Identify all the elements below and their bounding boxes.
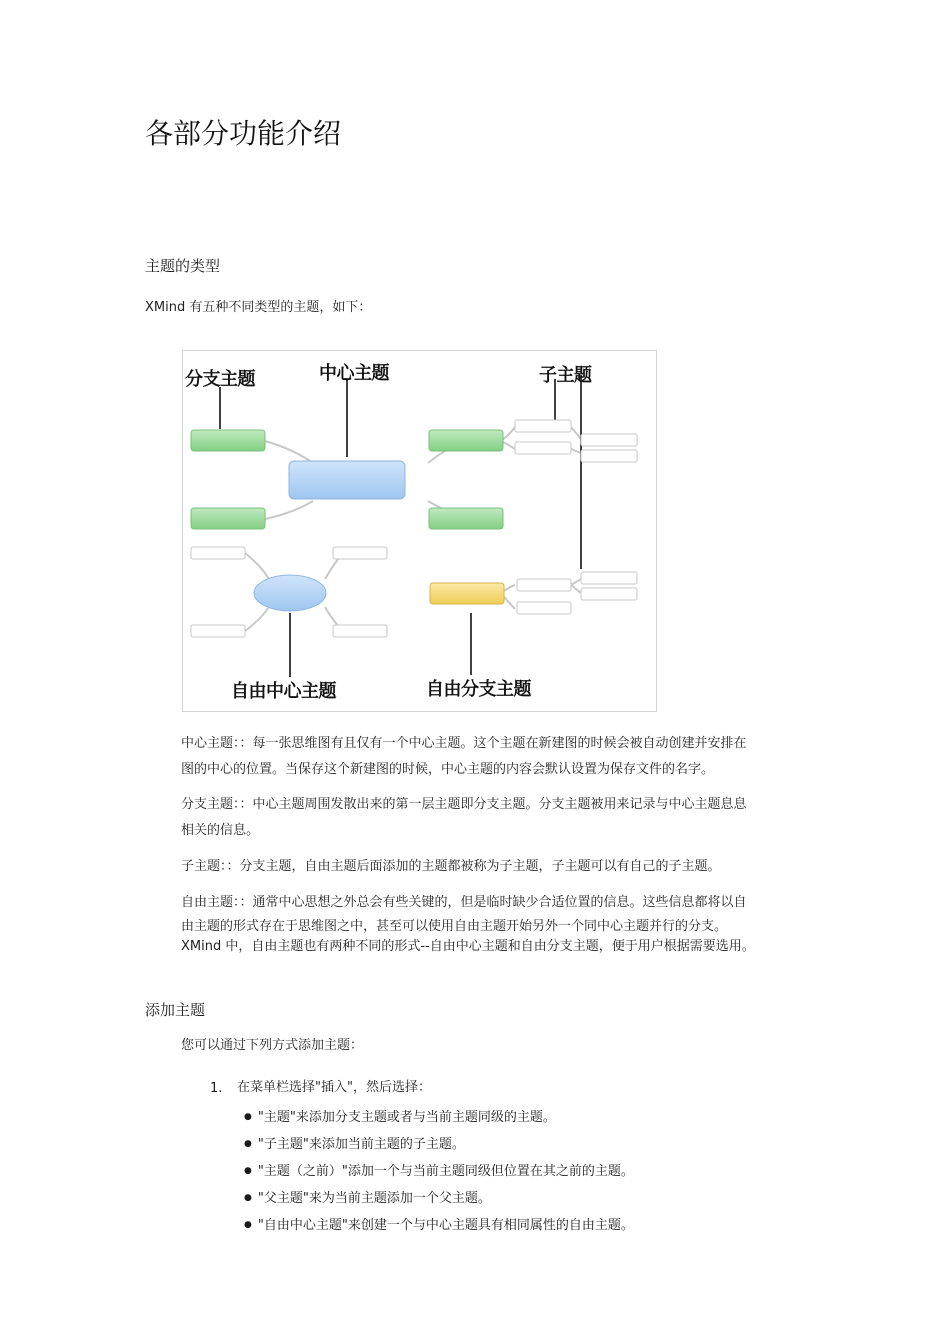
label-floating-central-topic: 自由中心主题	[231, 681, 336, 702]
desc-line: 分支主题：：中心主题周围发散出来的第一层主题即分支主题。分支主题被用来记录与中心主题息息	[181, 797, 747, 812]
main-topic-node	[191, 430, 265, 451]
main-topic-node	[191, 508, 265, 529]
subtopic-node	[333, 625, 387, 637]
desc-line: 中心主题：：每一张思维图有且仅有一个中心主题。这个主题在新建图的时候会被自动创建并安排在	[181, 736, 747, 751]
desc-subtopic	[181, 854, 721, 880]
step-1-text: 在菜单栏选择"插入"，然后选择：	[237, 1080, 431, 1095]
add-topic-intro: 您可以通过下列方式添加主题：	[181, 1038, 364, 1053]
label-branch-topic: 分支主题	[185, 369, 255, 390]
subtopic-node	[515, 420, 571, 432]
desc-branch-topic	[181, 792, 747, 844]
topic-types-diagram	[182, 350, 657, 712]
list-item: ● "自由中心主题"来创建一个与中心主题具有相同属性的自由主题。	[244, 1213, 634, 1240]
subtopic-node	[191, 625, 245, 637]
subtopic-node	[581, 588, 637, 600]
desc-line: XMind 中，自由主题也有两种不同的形式--自由中心主题和自由分支主题，便于用户根据需要选用。	[181, 939, 755, 954]
label-central-topic: 中心主题	[319, 363, 389, 384]
floating-central-topic-node	[254, 575, 326, 611]
section-heading-add-topic: 添加主题	[145, 1001, 206, 1019]
label-subtopic: 子主题	[539, 365, 592, 386]
subtopic-node	[515, 442, 571, 454]
desc-central-topic	[181, 731, 747, 783]
desc-floating-topic	[181, 891, 755, 955]
desc-line: 由主题的形式存在于思维图之中，甚至可以使用自由主题开始另外一个同中心主题并行的分支。	[181, 919, 728, 934]
main-topic-node	[429, 508, 503, 529]
desc-line: 图的中心的位置。当保存这个新建图的时候，中心主题的内容会默认设置为保存文件的名字。	[181, 762, 715, 777]
desc-line: 自由主题：：通常中心思想之外总会有些关键的，但是临时缺少合适位置的信息。这些信息都将以自	[181, 895, 747, 910]
topic-types-intro: XMind 有五种不同类型的主题，如下：	[145, 300, 372, 315]
diagram-svg	[183, 351, 656, 711]
label-floating-branch-topic: 自由分支主题	[426, 679, 531, 700]
subtopic-node	[333, 547, 387, 559]
step-1-number: 1.	[210, 1081, 223, 1096]
list-item: ● "父主题"来为当前主题添加一个父主题。	[244, 1186, 634, 1213]
central-topic-node	[289, 461, 405, 499]
section-heading-topic-types: 主题的类型	[145, 257, 221, 275]
desc-line: 子主题：：分支主题，自由主题后面添加的主题都被称为子主题，子主题可以有自己的子主题。	[181, 859, 721, 874]
insert-options-list	[244, 1105, 634, 1240]
subtopic-node	[191, 547, 245, 559]
list-item: ● "主题"来添加分支主题或者与当前主题同级的主题。	[244, 1105, 634, 1132]
subtopic-node	[581, 434, 637, 446]
floating-branch-topic-node	[430, 583, 504, 604]
list-item: ● "主题（之前）"添加一个与当前主题同级但位置在其之前的主题。	[244, 1159, 634, 1186]
subtopic-node	[581, 572, 637, 584]
subtopic-node	[517, 579, 571, 591]
page-title: 各部分功能介绍	[145, 117, 342, 150]
desc-line: 相关的信息。	[181, 823, 260, 838]
subtopic-node	[517, 602, 571, 614]
subtopic-node	[581, 450, 637, 462]
list-item: ● "子主题"来添加当前主题的子主题。	[244, 1132, 634, 1159]
main-topic-node	[429, 430, 503, 451]
